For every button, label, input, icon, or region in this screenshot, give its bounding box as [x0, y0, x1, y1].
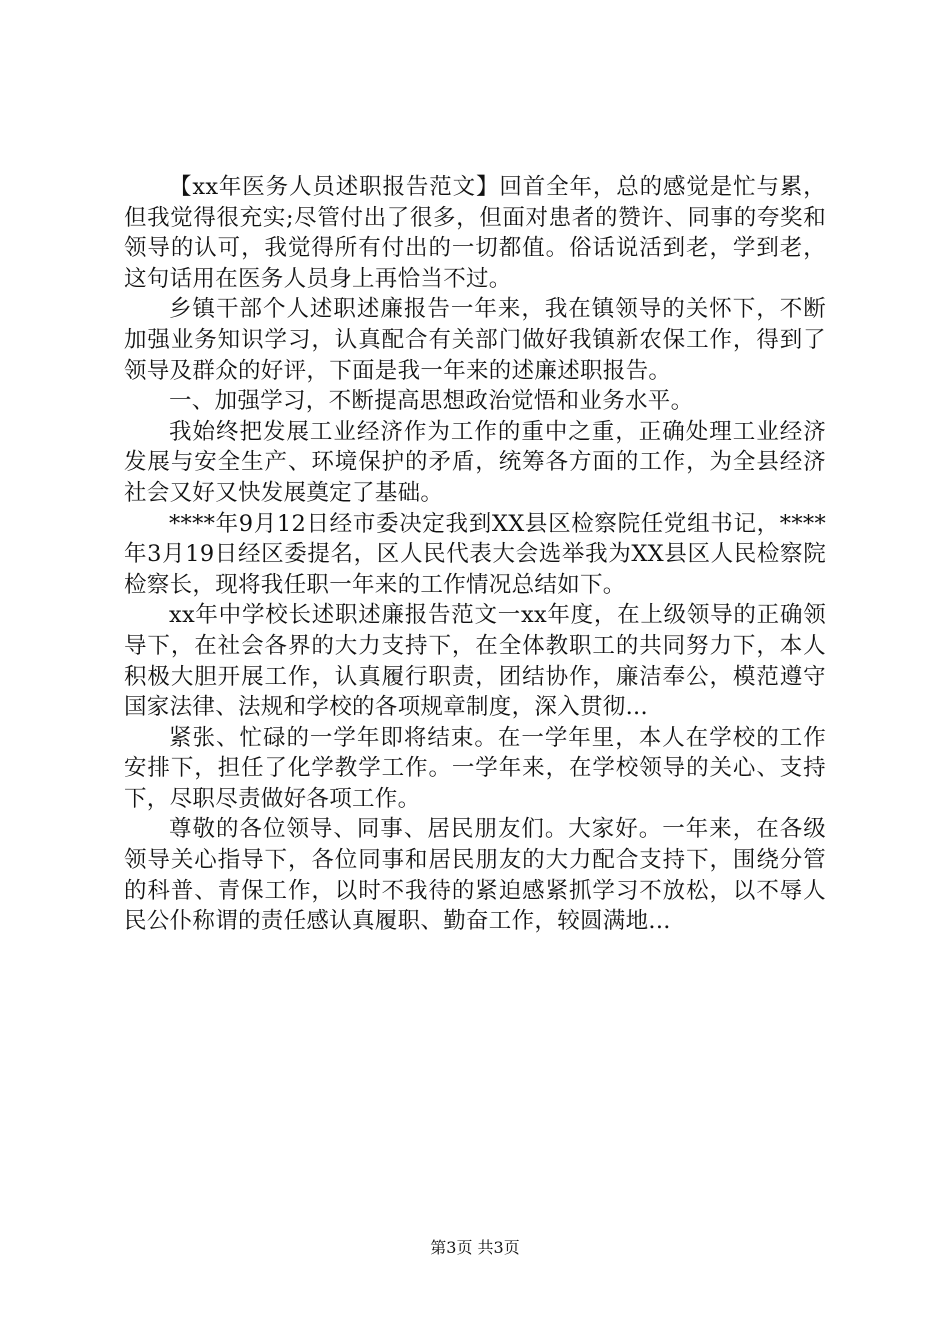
- page-number-label: 第3页 共3页: [430, 1238, 520, 1257]
- paragraph-7: 紧张、忙碌的一学年即将结束。在一学年里，本人在学校的工作安排下，担任了化学教学工作。一学年来，在学校领导的关心、支持下，尽职尽责做好各项工作。: [124, 724, 826, 812]
- paragraph-5: ****年9月12日经市委决定我到XX县区检察院任党组书记，****年3月19日经区委提名，区人民代表大会选举我为XX县区人民检察院检察长，现将我任职一年来的工作情况总结如下。: [124, 510, 826, 598]
- paragraph-4: 我始终把发展工业经济作为工作的重中之重，正确处理工业经济发展与安全生产、环境保护的矛盾，统筹各方面的工作，为全县经济社会又好又快发展奠定了基础。: [124, 418, 826, 506]
- paragraph-6: xx年中学校长述职述廉报告范文一xx年度，在上级领导的正确领导下，在社会各界的大力支持下，在全体教职工的共同努力下，本人积极大胆开展工作，认真履行职责，团结协作，廉洁奉公，模范遵守国家法律、法规和学校的各项规章制度，深入贯彻...: [124, 602, 826, 721]
- paragraph-2: 乡镇干部个人述职述廉报告一年来，我在镇领导的关怀下，不断加强业务知识学习，认真配合有关部门做好我镇新农保工作，得到了领导及群众的好评，下面是我一年来的述廉述职报告。: [124, 296, 826, 384]
- paragraph-8: 尊敬的各位领导、同事、居民朋友们。大家好。一年来，在各级领导关心指导下，各位同事和居民朋友的大力配合支持下，围绕分管的科普、青保工作，以时不我待的紧迫感紧抓学习不放松，以不辱人民公仆称谓的责任感认真履职、勤奋工作，较圆满地...: [124, 816, 826, 935]
- document-body: [124, 172, 826, 937]
- page-footer: [0, 1238, 950, 1258]
- paragraph-3: 一、加强学习，不断提高思想政治觉悟和业务水平。: [169, 388, 694, 415]
- paragraph-1: 【xx年医务人员述职报告范文】回首全年，总的感觉是忙与累，但我觉得很充实;尽管付出了很多，但面对患者的赞许、同事的夸奖和领导的认可，我觉得所有付出的一切都值。俗话说活到老，学到老，这句话用在医务人员身上再恰当不过。: [124, 174, 826, 292]
